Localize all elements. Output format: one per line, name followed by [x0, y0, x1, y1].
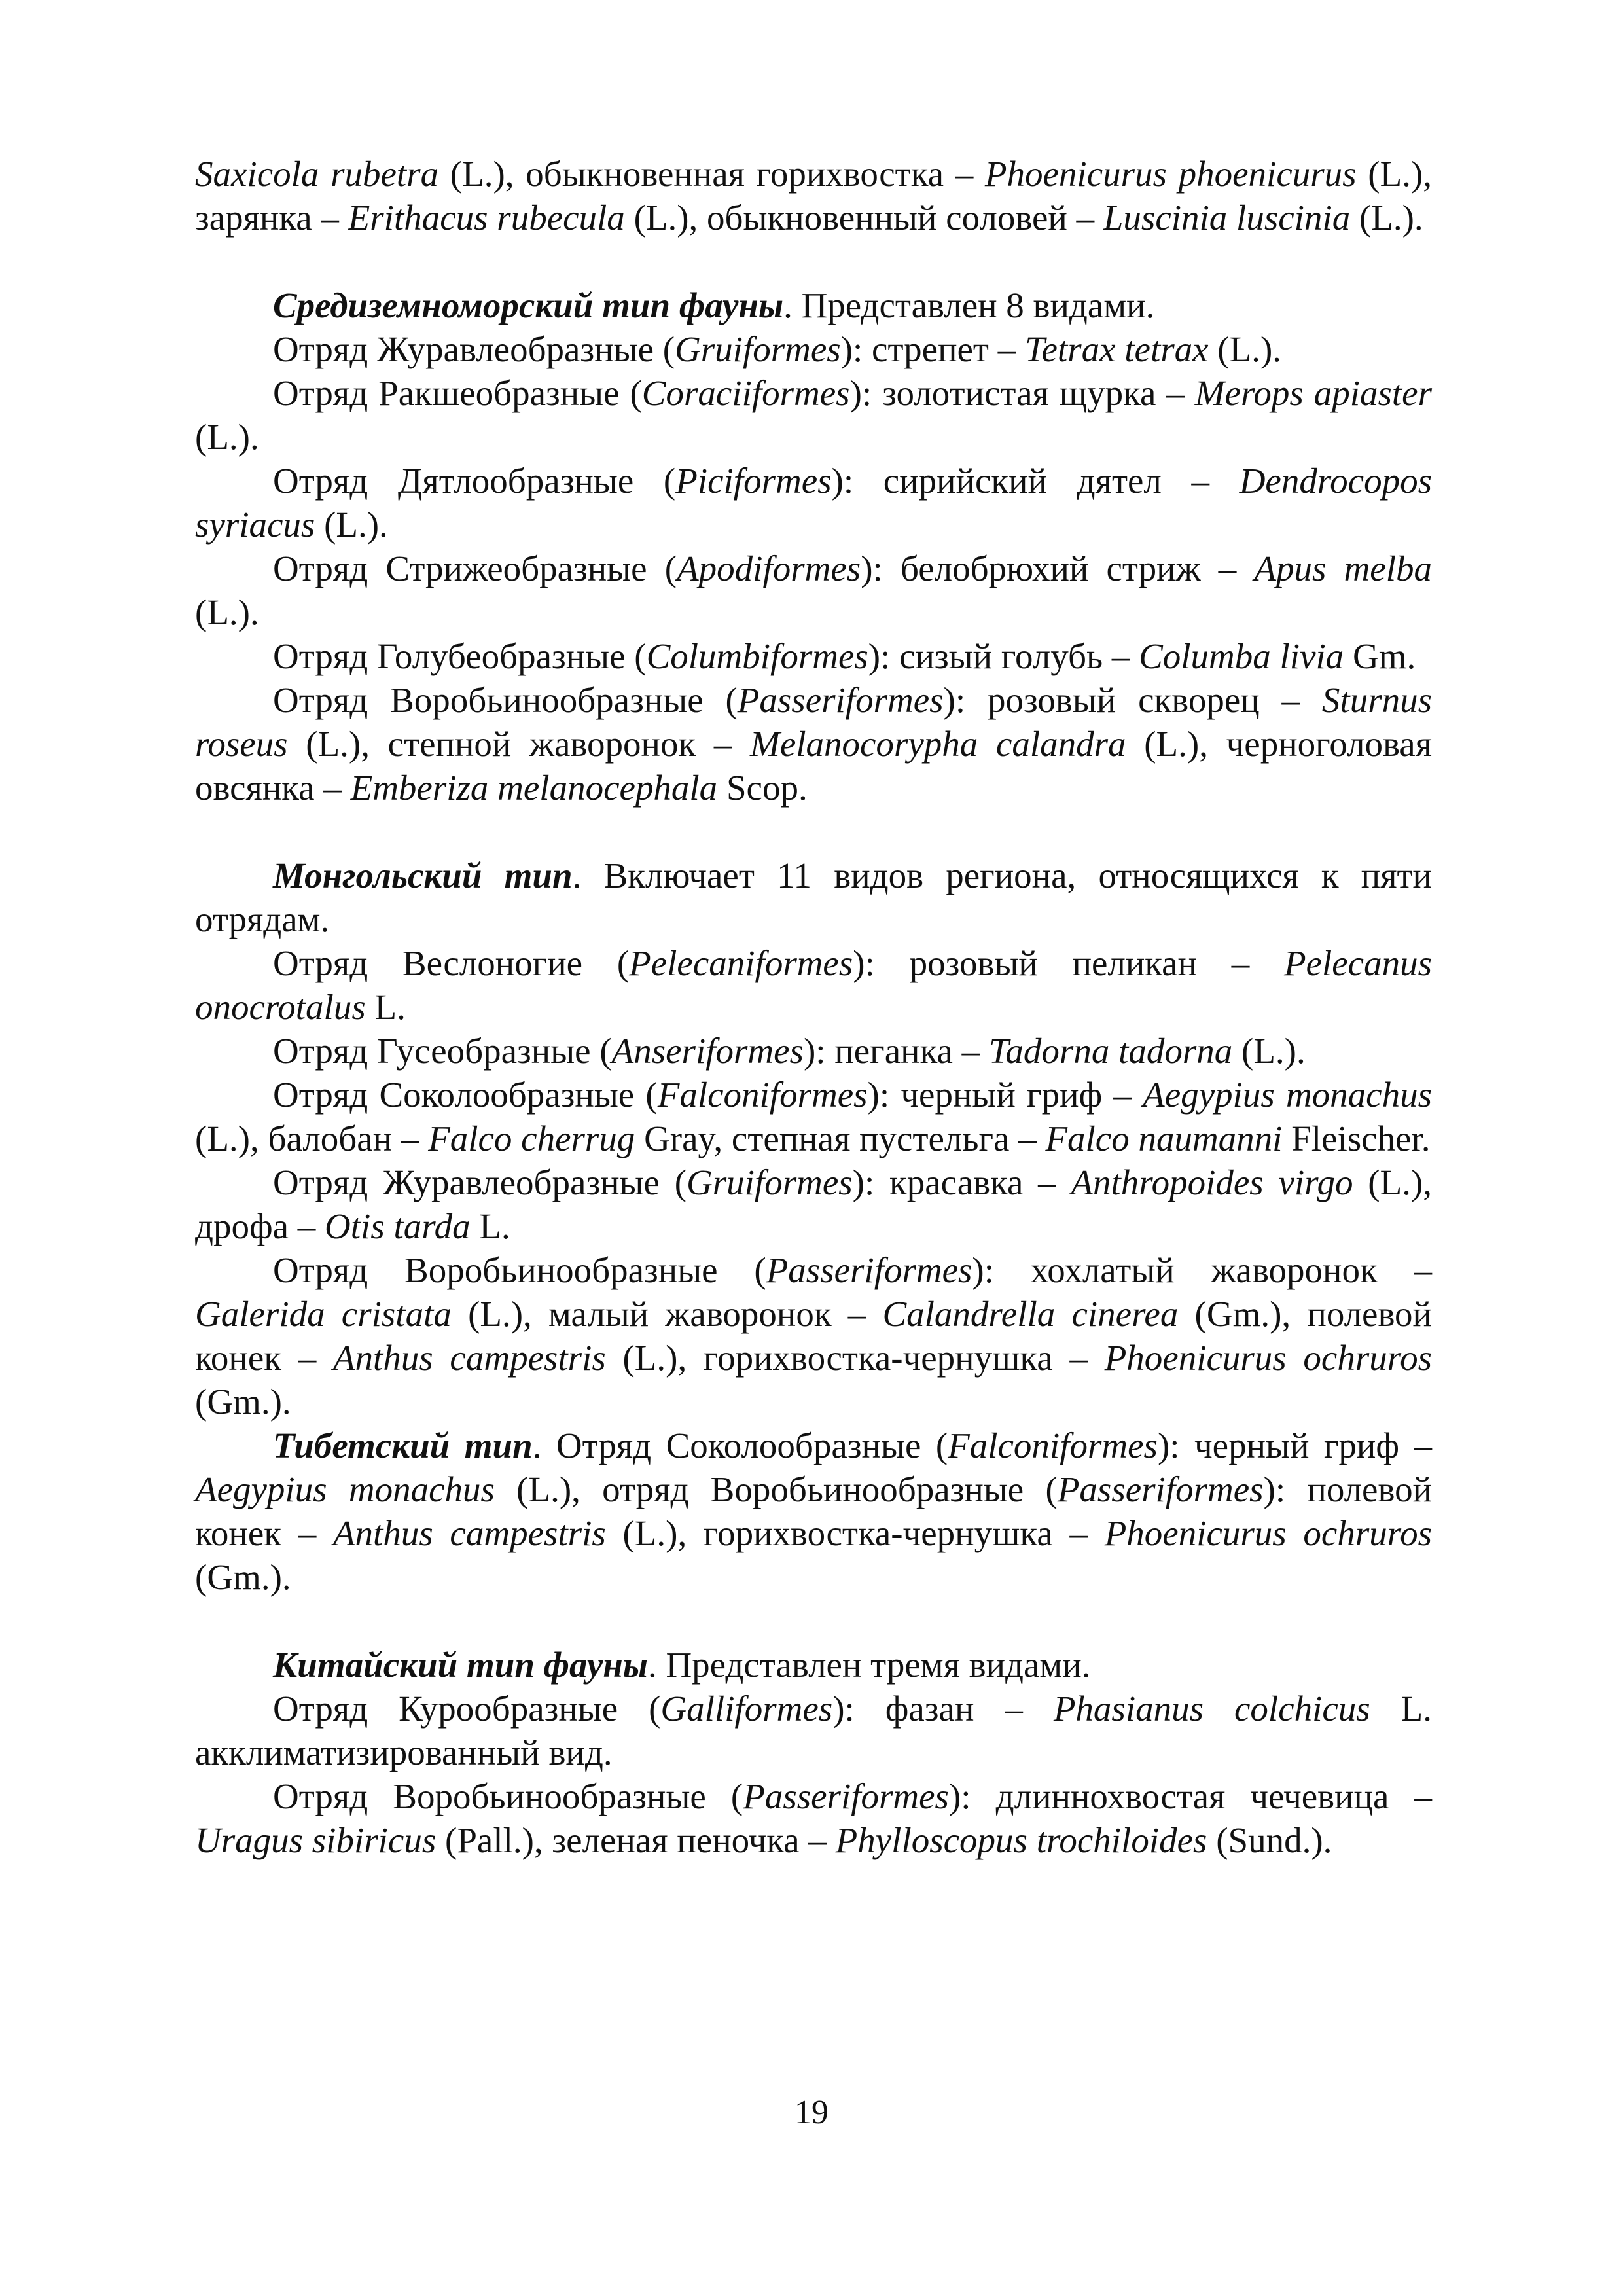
text-run: (L.), обыкновенный соловей –: [624, 198, 1103, 238]
italic-text-run: Falco naumanni: [1045, 1119, 1283, 1158]
italic-text-run: Passeriformes: [743, 1776, 949, 1816]
paragraph: [195, 371, 1441, 459]
italic-text-run: Falco cherrug: [428, 1119, 635, 1158]
text-run: L.: [470, 1206, 510, 1246]
italic-text-run: Phoenicurus ochruros: [1104, 1338, 1432, 1378]
text-run: Gm.: [1344, 636, 1416, 676]
text-run: ): полевой конек –: [195, 1469, 1441, 1553]
italic-text-run: Gruiformes: [687, 1162, 853, 1202]
italic-text-run: Galliformes: [660, 1689, 833, 1729]
text-run: ): сирийский дятел –: [831, 461, 1240, 501]
text-run: (L.), черноголовая овсянка –: [195, 724, 1441, 808]
text-run: ): черный гриф –: [1157, 1426, 1441, 1465]
italic-text-run: Luscinia luscinia: [1103, 198, 1351, 238]
italic-text-run: Anthus campestris: [332, 1513, 606, 1553]
text-run: Отряд Воробьинообразные (: [273, 1776, 743, 1816]
paragraph: [195, 1643, 1432, 1687]
italic-text-run: Melanocorypha calandra: [750, 724, 1126, 764]
italic-text-run: Phoenicurus phoenicurus: [984, 154, 1357, 194]
text-run: ): розовый пеликан –: [853, 943, 1284, 983]
paragraph: [195, 1424, 1441, 1599]
text-run: Отряд Веслоногие (: [273, 943, 630, 983]
text-run: Отряд Ракшеобразные (: [273, 373, 642, 413]
section-heading: Средиземноморский тип фауны: [273, 285, 784, 325]
text-run: Gray, степная пустельга –: [635, 1119, 1046, 1158]
italic-text-run: Apodiformes: [677, 548, 861, 588]
text-run: ): красавка –: [852, 1162, 1071, 1202]
paragraph: [195, 547, 1441, 634]
text-run: (: [438, 154, 463, 194]
page-body: [195, 152, 1441, 1862]
text-run: Pall.), зеленая пеночка –: [457, 1820, 836, 1860]
paragraph: [195, 283, 1432, 327]
text-run: Отряд Дятлообразные (: [273, 461, 676, 501]
italic-text-run: Passeriformes: [737, 680, 944, 720]
text-run: (L.), горихвостка-чернушка –: [605, 1513, 1105, 1553]
paragraph: [195, 853, 1441, 941]
text-run: ): хохлатый жаворонок –: [972, 1250, 1441, 1290]
italic-text-run: Erithacus rubecula: [348, 198, 625, 238]
italic-text-run: Sturnus roseus: [195, 680, 1441, 764]
paragraph: [195, 1073, 1441, 1160]
text-run: (Gm.).: [195, 1338, 1441, 1422]
text-run: (Sund.).: [1207, 1820, 1332, 1860]
section-heading: Тибетский тип: [273, 1426, 533, 1465]
italic-text-run: Aegypius monachus: [195, 1469, 495, 1509]
italic-text-run: Coraciiformes: [641, 373, 850, 413]
italic-text-run: Falconiformes: [948, 1426, 1158, 1465]
italic-text-run: Pelecanus onocrotalus: [195, 943, 1441, 1027]
text-run: . Включает 11 видов региона, относящихся к пяти отрядам.: [195, 855, 1441, 939]
text-run: Отряд Гусеобразные (: [273, 1031, 612, 1071]
italic-text-run: Anthropoides virgo: [1071, 1162, 1353, 1202]
text-run: . Отряд Соколообразные (: [532, 1426, 948, 1465]
text-run: L. акклиматизированный вид.: [195, 1689, 1441, 1772]
italic-text-run: Dendrocopos syriacus: [195, 461, 1441, 545]
text-run: Fleischer.: [1282, 1119, 1431, 1158]
italic-text-run: Emberiza melanocephala: [350, 768, 718, 808]
text-run: (L.).: [315, 505, 388, 545]
text-run: Scop.: [717, 768, 808, 808]
paragraph: [195, 1029, 1432, 1073]
paragraph: [195, 327, 1432, 371]
text-run: (L.).: [1232, 1031, 1306, 1071]
italic-text-run: Uragus sibiricus: [195, 1820, 437, 1860]
text-run: Отряд Стрижеобразные (: [273, 548, 677, 588]
text-run: Отряд Воробьинообразные (: [273, 1250, 766, 1290]
text-run: Отряд Журавлеобразные (: [273, 329, 675, 369]
italic-text-run: Calandrella cinerea: [882, 1294, 1179, 1334]
text-run: ): розовый скворец –: [943, 680, 1322, 720]
text-run: (L.), балобан –: [195, 1075, 1441, 1158]
italic-text-run: Apus melba: [1254, 548, 1433, 588]
text-run: ): фазан –: [832, 1689, 1054, 1729]
text-run: Отряд Курообразные (: [273, 1689, 661, 1729]
text-run: (L.).: [1350, 198, 1423, 238]
italic-text-run: Saxicola rubetra: [195, 154, 439, 194]
italic-text-run: Anseriformes: [611, 1031, 804, 1071]
text-run: Отряд Соколообразные (: [273, 1075, 658, 1115]
text-run: Отряд Воробьинообразные (: [273, 680, 738, 720]
italic-text-run: Otis tarda: [325, 1206, 471, 1246]
text-run: Отряд Журавлеобразные (: [273, 1162, 687, 1202]
italic-text-run: Merops apiaster: [1194, 373, 1432, 413]
italic-text-run: Piciformes: [675, 461, 832, 501]
italic-text-run: Gruiformes: [675, 329, 841, 369]
italic-text-run: Phylloscopus trochiloides: [835, 1820, 1207, 1860]
text-run: (L.), малый жаворонок –: [451, 1294, 883, 1334]
text-run: ): длиннохвостая чечевица –: [948, 1776, 1441, 1816]
text-run: . Представлен тремя видами.: [647, 1645, 1091, 1685]
text-run: (L.).: [195, 548, 1441, 632]
text-run: ): белобрюхий стриж –: [861, 548, 1255, 588]
italic-text-run: Phasianus colchicus: [1053, 1689, 1370, 1729]
italic-text-run: Phoenicurus ochruros: [1104, 1513, 1432, 1553]
paragraph: [195, 1160, 1441, 1248]
italic-text-run: Passeriformes: [1057, 1469, 1264, 1509]
text-run: ): сизый голубь –: [868, 636, 1139, 676]
paragraph: [195, 1248, 1441, 1424]
italic-text-run: Galerida cristata: [195, 1294, 452, 1334]
italic-text-run: Columbiformes: [646, 636, 868, 676]
text-run: (: [436, 1820, 457, 1860]
text-run: L.), обыкновенная горихвостка –: [462, 154, 985, 194]
text-run: Отряд Голубеобразные (: [273, 636, 647, 676]
italic-text-run: Anthus campestris: [332, 1338, 606, 1378]
section-heading: Китайский тип фауны: [273, 1645, 648, 1685]
text-run: ): черный гриф –: [867, 1075, 1143, 1115]
text-run: ): стрепет –: [840, 329, 1025, 369]
text-run: L.: [365, 987, 406, 1027]
paragraph: [195, 152, 1441, 240]
section-heading: Монгольский тип: [273, 855, 573, 895]
italic-text-run: Aegypius monachus: [1143, 1075, 1433, 1115]
paragraph: [195, 1774, 1441, 1862]
page-number: 19: [794, 2094, 829, 2131]
italic-text-run: Tetrax tetrax: [1024, 329, 1209, 369]
paragraph: [195, 1687, 1441, 1774]
paragraph: [195, 941, 1441, 1029]
text-run: (Gm.).: [195, 1513, 1441, 1597]
text-run: (L.), зарянка –: [195, 154, 1441, 238]
text-run: (L.).: [1208, 329, 1282, 369]
text-run: (L.), дрофа –: [195, 1162, 1441, 1246]
text-run: . Представлен 8 видами.: [783, 285, 1155, 325]
italic-text-run: Columba livia: [1139, 636, 1344, 676]
text-run: ): пеганка –: [803, 1031, 989, 1071]
text-run: (L.), степной жаворонок –: [287, 724, 751, 764]
italic-text-run: Tadorna tadorna: [988, 1031, 1233, 1071]
text-run: ): золотистая щурка –: [849, 373, 1195, 413]
paragraph: [195, 459, 1441, 547]
italic-text-run: Pelecaniformes: [629, 943, 853, 983]
italic-text-run: Falconiformes: [657, 1075, 868, 1115]
text-run: (L.), горихвостка-чернушка –: [605, 1338, 1105, 1378]
italic-text-run: Passeriformes: [766, 1250, 972, 1290]
paragraph: [195, 634, 1432, 678]
text-run: (L.).: [195, 373, 1441, 457]
text-run: (Gm.), полевой конек –: [195, 1294, 1441, 1378]
paragraph: [195, 678, 1441, 810]
text-run: (L.), отряд Воробьинообразные (: [494, 1469, 1058, 1509]
